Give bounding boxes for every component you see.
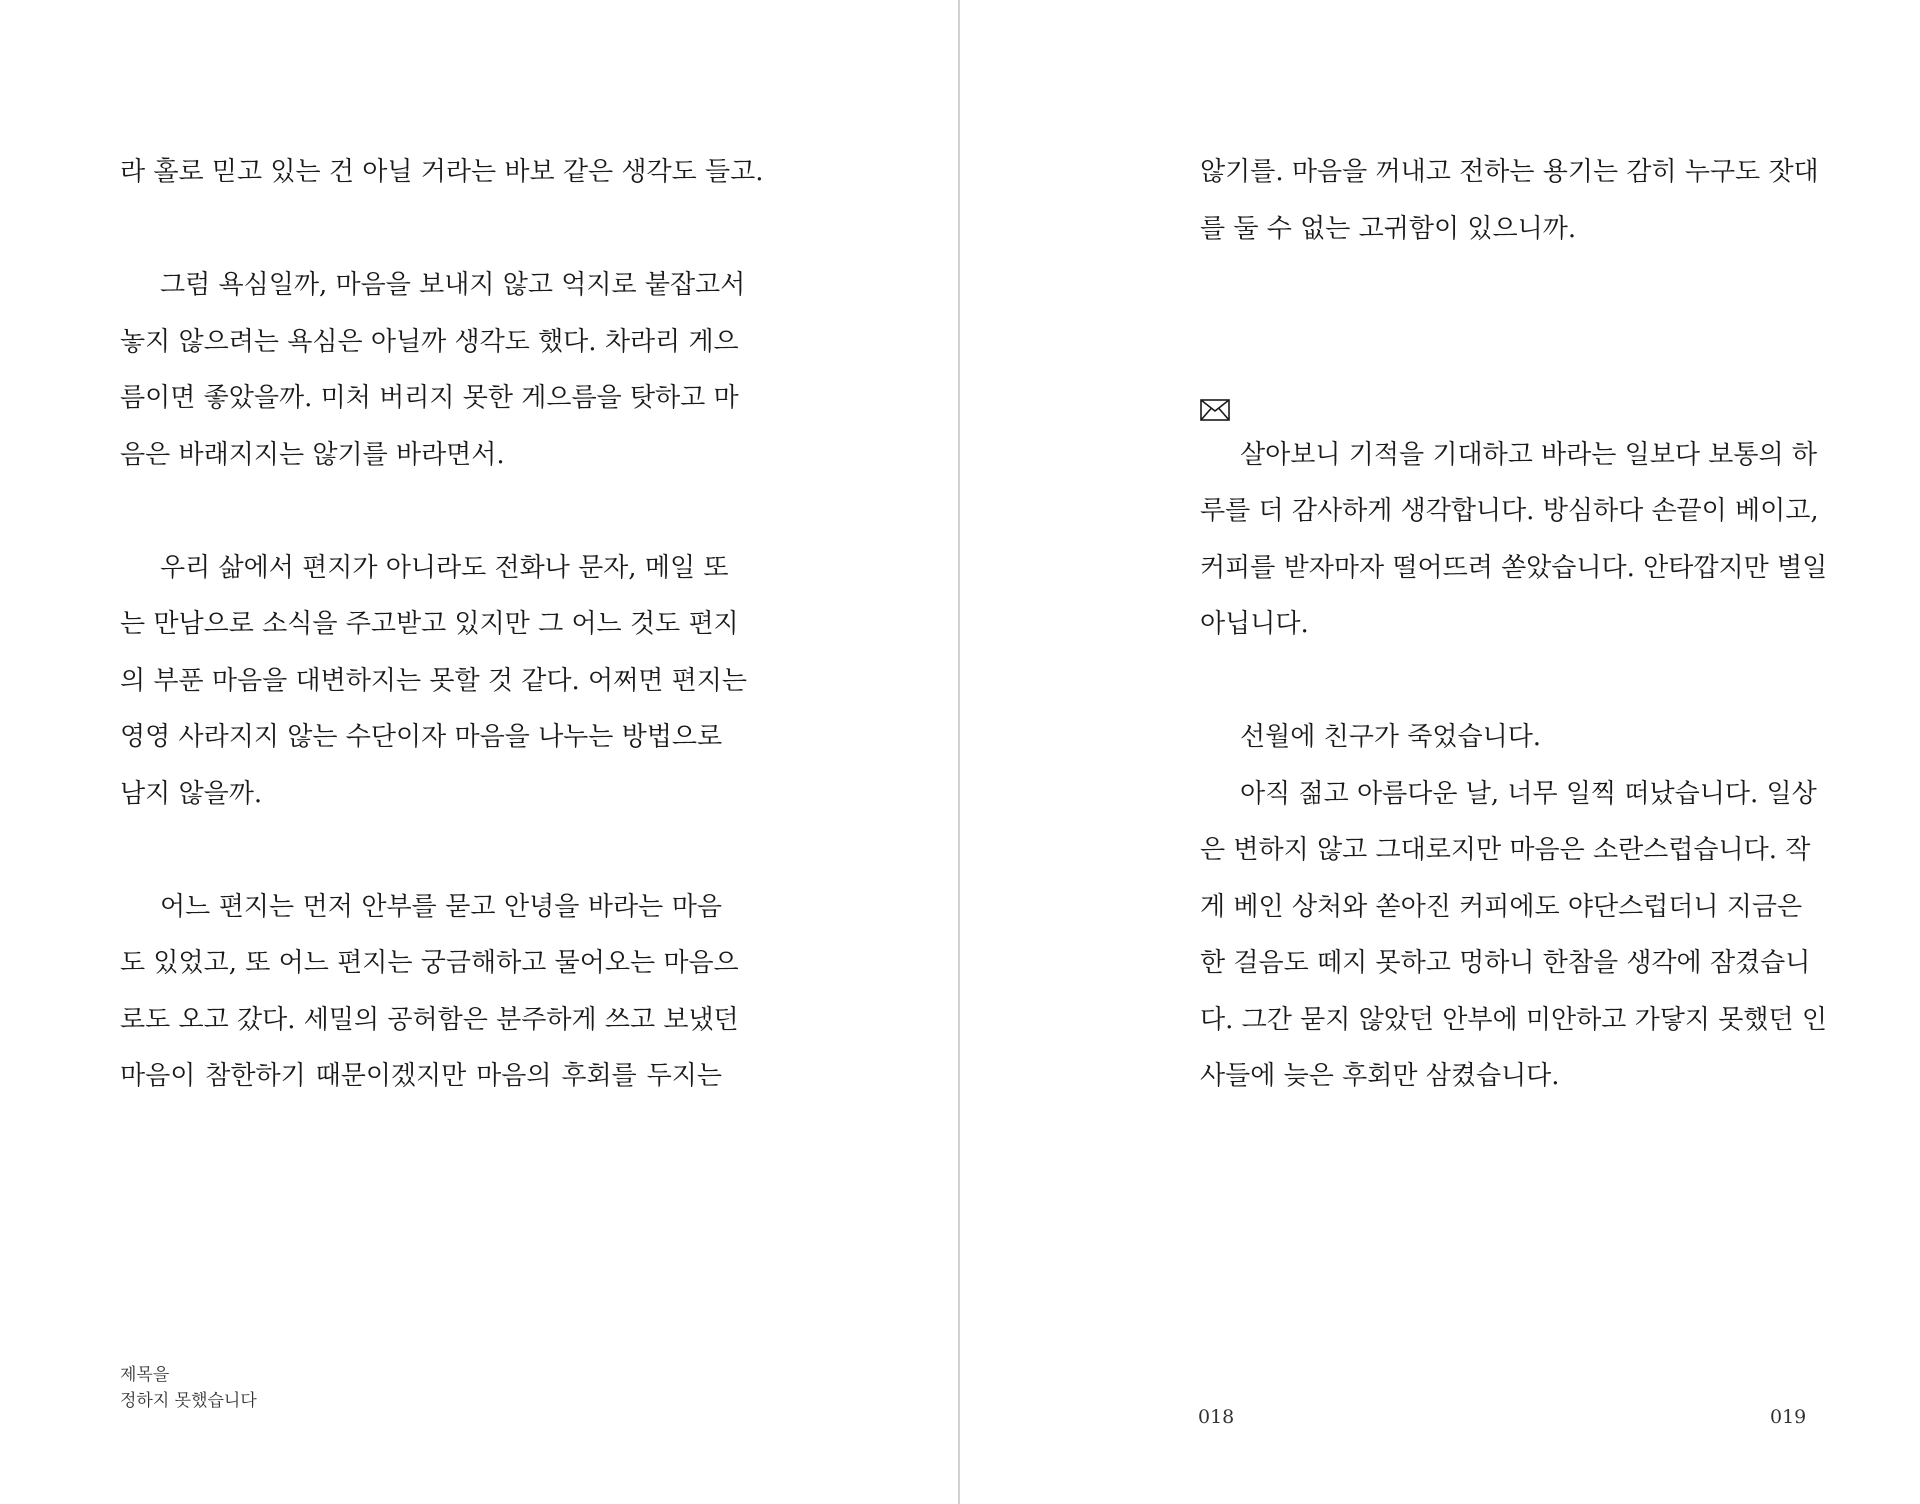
text-line: 놓지 않으려는 욕심은 아닐까 생각도 했다. 차라리 게으 xyxy=(120,326,739,357)
text-line: 사들에 늦은 후회만 삼켰습니다. xyxy=(1200,1061,1560,1091)
text-line: 않기를. 마음을 꺼내고 전하는 용기는 감히 누구도 잣대 xyxy=(1200,157,1819,187)
text-line: 선월에 친구가 죽었습니다. xyxy=(1240,722,1542,752)
text-line: 우리 삶에서 편지가 아니라도 전화나 문자, 메일 또 xyxy=(160,552,729,583)
text-line: 남지 않을까. xyxy=(120,778,263,809)
page-gutter xyxy=(958,0,960,1504)
text-line: 아닙니다. xyxy=(1200,609,1309,639)
text-line: 로도 오고 갔다. 세밀의 공허함은 분주하게 쓰고 보냈던 xyxy=(120,1004,739,1035)
running-footer-title xyxy=(120,1362,257,1414)
envelope-icon xyxy=(1200,370,1802,427)
text-line: 영영 사라지지 않는 수단이자 마음을 나누는 방법으로 xyxy=(120,722,723,752)
text-line: 라 홀로 믿고 있는 건 아닐 거라는 바보 같은 생각도 들고. xyxy=(120,157,764,187)
footer-title-line: 정하지 못했습니다 xyxy=(120,1391,257,1411)
footer-title-line: 제목을 xyxy=(120,1365,170,1385)
text-line: 도 있었고, 또 어느 편지는 궁금해하고 물어오는 마음으 xyxy=(120,948,739,978)
text-line: 게 베인 상처와 쏟아진 커피에도 야단스럽더니 지금은 xyxy=(1200,891,1803,922)
text-line: 마음이 참한하기 때문이겠지만 마음의 후회를 두지는 xyxy=(120,1061,722,1091)
text-line: 어느 편지는 먼저 안부를 묻고 안녕을 바라는 마음 xyxy=(160,891,722,922)
page-number-right: 019 xyxy=(1770,1406,1807,1428)
text-line: 는 만남으로 소식을 주고받고 있지만 그 어느 것도 편지 xyxy=(120,609,739,639)
text-line: 커피를 받자마자 떨어뜨려 쏟았습니다. 안타깝지만 별일 xyxy=(1200,552,1828,583)
text-line: 아직 젊고 아름다운 날, 너무 일찍 떠났습니다. 일상 xyxy=(1240,778,1817,809)
page-number-left: 018 xyxy=(1198,1406,1235,1428)
text-line: 의 부푼 마음을 대변하지는 못할 것 같다. 어쩌면 편지는 xyxy=(120,665,747,696)
text-line: 은 변하지 않고 그대로지만 마음은 소란스럽습니다. 작 xyxy=(1200,835,1811,865)
text-line: 음은 바래지지는 않기를 바라면서. xyxy=(120,439,505,470)
text-line: 루를 더 감사하게 생각합니다. 방심하다 손끝이 베이고, xyxy=(1200,496,1819,526)
text-line: 한 걸음도 떼지 못하고 멍하니 한참을 생각에 잠겼습니 xyxy=(1200,948,1811,978)
text-line: 다. 그간 묻지 않았던 안부에 미안하고 가닿지 못했던 인 xyxy=(1200,1004,1827,1035)
text-line: 살아보니 기적을 기대하고 바라는 일보다 보통의 하 xyxy=(1240,439,1818,470)
text-line: 름이면 좋았을까. 미처 버리지 못한 게으름을 탓하고 마 xyxy=(120,383,739,413)
left-page-body xyxy=(120,144,764,1105)
text-line: 그럼 욕심일까, 마음을 보내지 않고 억지로 붙잡고서 xyxy=(160,270,746,300)
right-page-body xyxy=(1200,144,1828,1105)
text-line: 를 둘 수 없는 고귀함이 있으니까. xyxy=(1200,213,1577,244)
